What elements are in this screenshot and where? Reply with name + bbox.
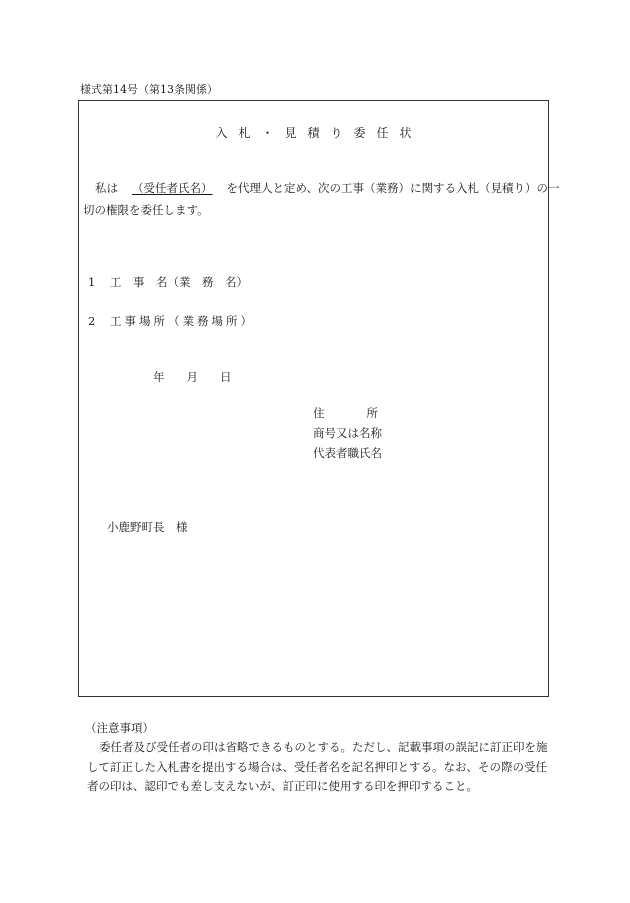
proxy-name-field[interactable]: （受任者氏名） <box>132 181 213 195</box>
date-month: 月 <box>186 370 198 384</box>
recipient: 小鹿野町長 様 <box>107 520 188 534</box>
work-name-label: 工 事 名（業 務 名） <box>110 275 248 289</box>
form-number: 様式第14号（第13条関係） <box>80 83 218 96</box>
representative-label: 代表者職氏名 <box>313 446 382 460</box>
date-day: 日 <box>220 370 232 384</box>
notes-text: 委任者及び受任者の印は省略できるものとする。ただし、記載事項の誤記に訂正印を施して訂正した入札書を提出する場合は、受任者名を記名押印とする。なお、その際の受任者の印は、認印でも差し支えないが、訂正印に使用する印を押印すること。 <box>87 740 548 793</box>
delegation-statement-line2: 切の権限を委任します。 <box>83 203 209 217</box>
delegation-statement-line1 <box>95 180 560 196</box>
work-location-item <box>88 313 255 329</box>
item-number: 1 <box>88 275 96 289</box>
date-field[interactable] <box>153 369 232 385</box>
address-label: 住 <box>313 406 325 420</box>
work-location-label: 工事場所（業務場所） <box>110 314 255 328</box>
document-title: 入札・見積り委任状 <box>215 126 423 140</box>
statement-prefix: 私は <box>95 181 118 195</box>
company-name-label: 商号又は名称 <box>313 426 382 440</box>
date-year: 年 <box>153 370 165 384</box>
notes-heading: （注意事項） <box>85 721 154 735</box>
item-number: 2 <box>88 314 96 328</box>
statement-rest: を代理人と定め、次の工事（業務）に関する入札（見積り）の一 <box>226 181 560 195</box>
address-row: 住 所 <box>313 406 378 420</box>
work-name-item <box>88 274 248 290</box>
